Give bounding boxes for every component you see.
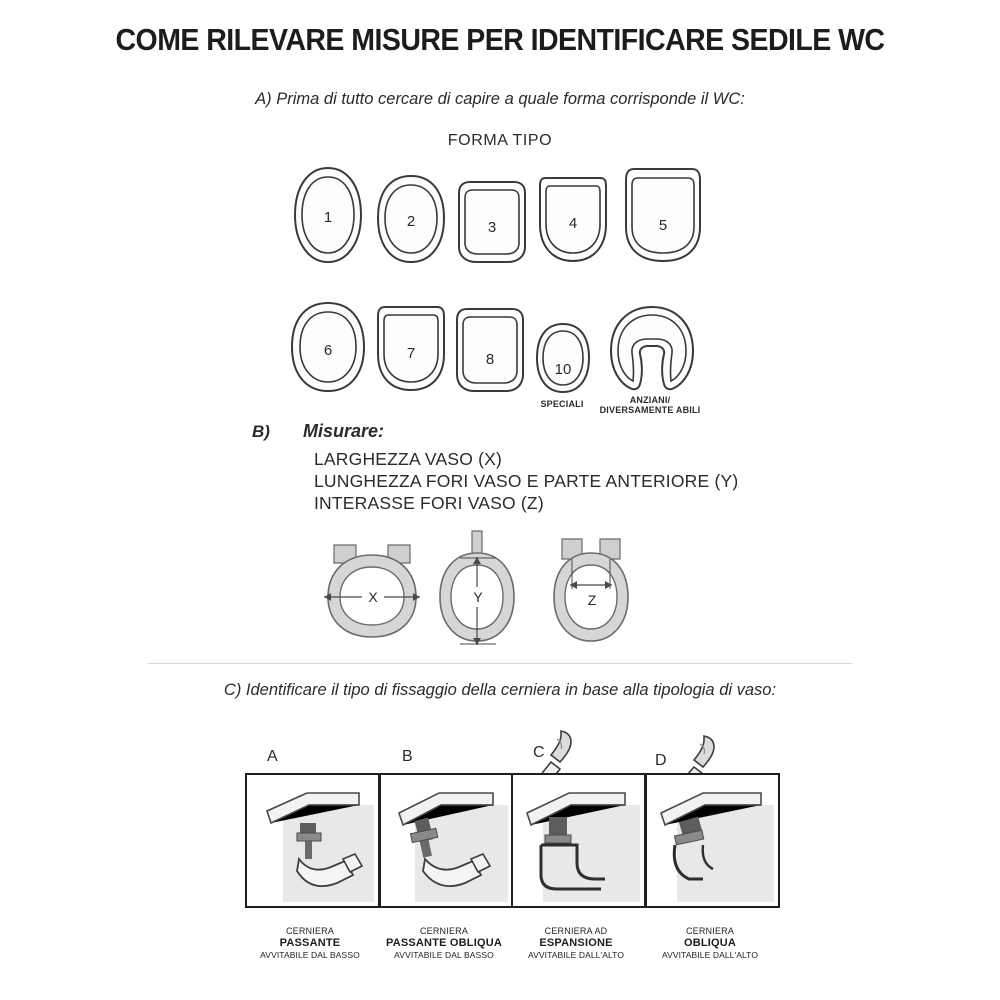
shape-number: 3	[487, 219, 497, 236]
hinge-diagram-d	[645, 773, 780, 908]
shape-number: 8	[485, 351, 495, 368]
caption-line-3: AVVITABILE DAL BASSO	[260, 949, 360, 960]
shape-item-6	[288, 295, 368, 395]
shape-small-oval-icon	[534, 321, 592, 395]
hinge-letter-b: B	[402, 748, 413, 765]
section-c-instruction: C) Identificare il tipo di fissaggio della cerniera in base alla tipologia di vaso:	[223, 681, 777, 699]
hinge-d-illustration	[647, 775, 774, 902]
measure-diagram-x	[324, 545, 420, 637]
shape-caption-speciali: SPECIALI	[540, 399, 584, 409]
shape-number: 4	[568, 215, 578, 232]
caption-line-2: DIVERSAMENTE ABILI	[599, 405, 701, 416]
forma-tipo-heading: FORMA TIPO	[447, 132, 553, 149]
shape-item-open-front	[599, 295, 701, 416]
caption-line-3: AVVITABILE DAL BASSO	[394, 949, 494, 960]
label-y: Y	[473, 589, 483, 605]
caption-line-1: CERNIERA	[285, 926, 335, 936]
hinge-letter-a: A	[267, 748, 278, 765]
shape-number: 6	[323, 342, 333, 359]
section-a-instruction: A) Prima di tutto cercare di capire a quale forma corrisponde il WC:	[255, 90, 745, 108]
hinge-caption-d	[630, 926, 790, 960]
section-b-measure-list	[314, 448, 738, 514]
shape-item-5	[622, 165, 704, 265]
shape-row-2	[288, 295, 701, 416]
caption-line-2: PASSANTE	[279, 936, 341, 949]
hinge-diagram-c	[511, 773, 646, 908]
shape-number: 5	[658, 217, 668, 234]
shape-item-3	[456, 165, 528, 265]
caption-line-3: AVVITABILE DALL'ALTO	[527, 949, 625, 960]
caption-line-3: AVVITABILE DALL'ALTO	[661, 949, 759, 960]
shape-squared-front-icon	[622, 165, 704, 265]
measure-item-y: LUNGHEZZA FORI VASO E PARTE ANTERIORE (Y)	[314, 471, 739, 491]
shape-open-front-icon	[606, 304, 698, 392]
section-b-label: B)	[252, 422, 270, 441]
caption-line-1: CERNIERA AD	[544, 926, 608, 936]
shape-rounded-square-2-icon	[454, 306, 526, 394]
hinge-a-illustration	[247, 775, 374, 902]
hinge-letter-d: D	[655, 752, 667, 769]
hinge-c-illustration	[513, 775, 640, 902]
shape-number: 1	[323, 209, 333, 226]
shape-caption-anziani	[590, 395, 710, 416]
hinge-letter-c: C	[533, 744, 545, 761]
measure-diagram-y	[440, 531, 514, 645]
shape-item-4	[536, 165, 610, 265]
label-z: Z	[587, 592, 597, 608]
shape-number: 10	[554, 361, 572, 378]
hinge-diagram-b	[379, 773, 514, 908]
shape-number: 7	[406, 345, 416, 362]
shape-number: 2	[406, 213, 416, 230]
caption-line-2: PASSANTE OBLIQUA	[385, 936, 503, 949]
measure-diagram-z	[554, 539, 628, 641]
caption-line-2: OBLIQUA	[683, 936, 737, 949]
section-b-title: Misurare:	[303, 421, 385, 441]
measure-item-x: LARGHEZZA VASO (X)	[314, 449, 503, 469]
section-divider	[148, 663, 852, 664]
hinge-diagram-a	[245, 773, 380, 908]
page-title: COME RILEVARE MISURE PER IDENTIFICARE SEDILE WC	[115, 22, 885, 57]
shape-item-2	[374, 165, 448, 265]
caption-line-1: CERNIERA	[419, 926, 469, 936]
measure-diagrams	[300, 525, 680, 665]
measure-item-z: INTERASSE FORI VASO (Z)	[314, 493, 544, 513]
caption-line-1: ANZIANI/	[629, 395, 671, 405]
label-x: X	[368, 589, 378, 605]
shape-item-7	[374, 295, 448, 395]
hinge-b-illustration	[381, 775, 508, 902]
measure-diagram-group	[300, 525, 680, 665]
shape-item-1	[290, 165, 366, 265]
shape-row-1	[290, 165, 704, 265]
caption-line-2: ESPANSIONE	[539, 936, 613, 949]
shape-item-8	[454, 295, 526, 395]
shape-item-10	[532, 295, 594, 409]
caption-line-1: CERNIERA	[685, 926, 735, 936]
